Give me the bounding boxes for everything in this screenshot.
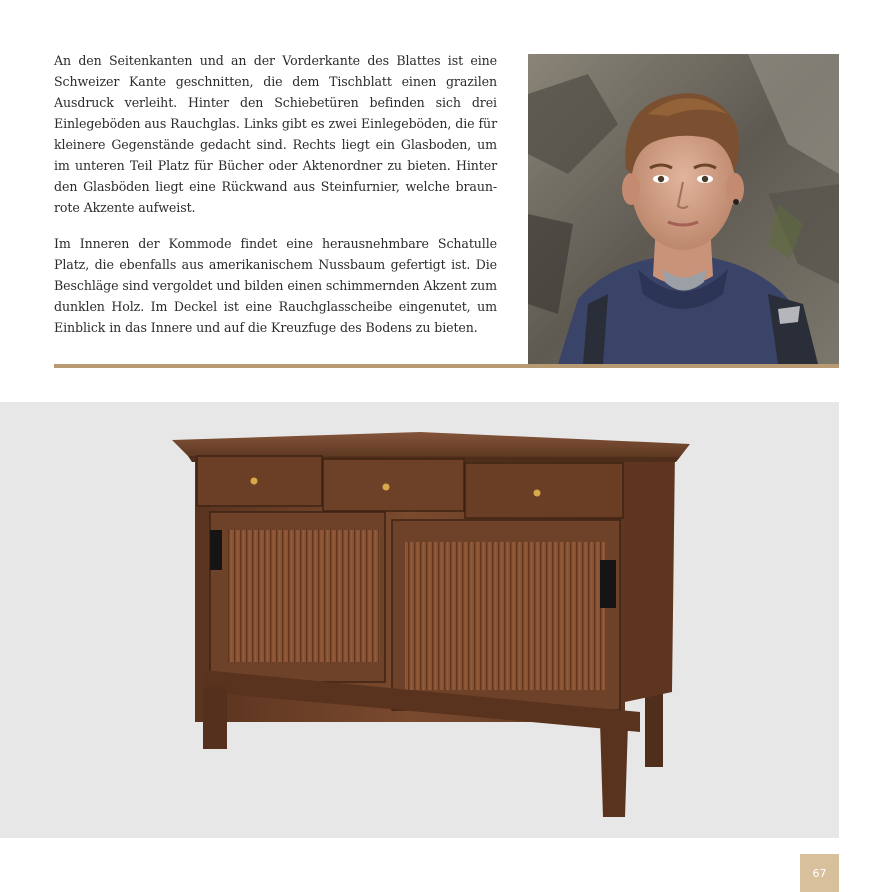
page-number: 67 <box>812 866 827 880</box>
author-portrait <box>528 54 839 364</box>
body-text <box>54 50 497 353</box>
paragraph-2: Im Inneren der Kommode findet eine herausnehmbare Schatulle Platz, die ebenfalls aus amerikanischem Nussbaum gefertigt ist. Die Beschläge sind vergoldet und bilden einen schimmernden Akzent zum dunklen Holz. Im Deckel ist eine Rauchglasscheibe eingenutet, um Einblick in das Innere und auf die Kreuzfuge des Bodens zu bieten. <box>54 236 498 335</box>
portrait-illustration <box>528 54 839 364</box>
paragraph-1: An den Seitenkanten und an der Vorderkante des Blattes ist eine Schweizer Kante geschnitten, die dem Tischblatt einen grazilen Ausdruck verleiht. Hinter den Schiebetüren befinden sich drei Einlegeböden aus Rauchglas. Links gibt es zwei Einlegeböden, die für kleinere Gegenstände gedacht sind. Rechts liegt ein Glasboden, um im unteren Teil Platz für Bücher oder Aktenordner zu bieten. Hinter den Glasböden liegt eine Rückwand aus Steinfurnier, welche braun-rote Akzente aufweist. <box>54 53 497 215</box>
sideboard-photo <box>0 402 839 838</box>
gold-divider <box>54 364 839 368</box>
page-number-badge <box>800 854 839 892</box>
sideboard-illustration <box>0 402 839 838</box>
